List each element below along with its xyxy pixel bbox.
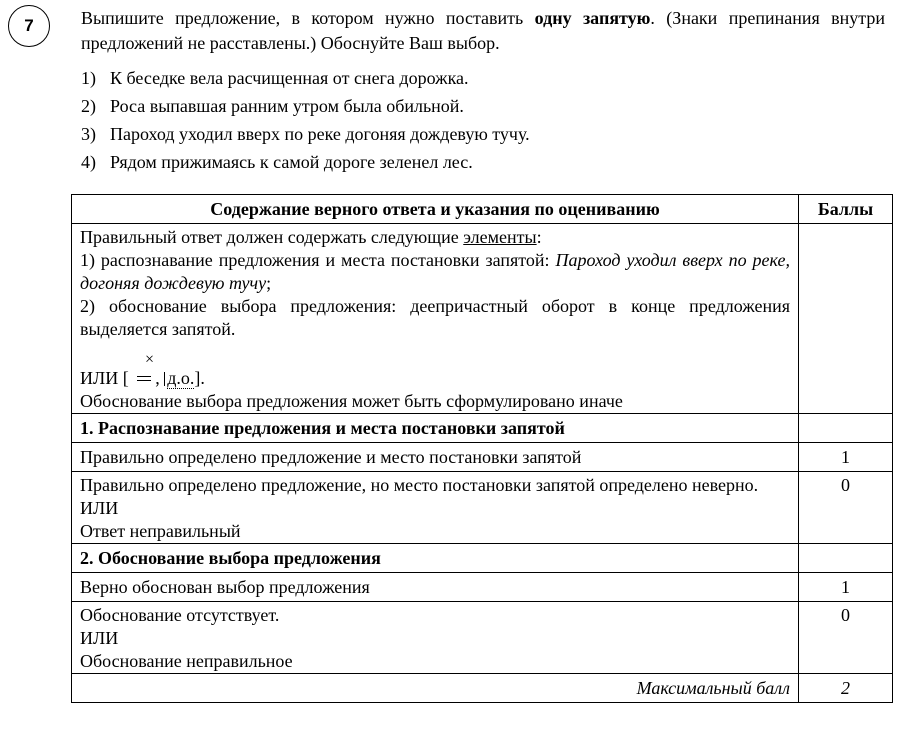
option-number: 4) <box>81 152 96 172</box>
option-number: 2) <box>81 96 96 116</box>
criteria-item1-end: ; <box>266 273 272 293</box>
row-line: Обоснование отсутствует. <box>80 605 280 625</box>
row-line: ИЛИ <box>80 628 119 648</box>
row-description <box>72 472 799 544</box>
option-number: 1) <box>81 68 96 88</box>
option-text: Роса выпавшая ранним утром была обильной. <box>110 96 464 116</box>
criteria-item2: 2) обоснование выбора предложения: деепричастный оборот в конце предложения выделяется запятой. <box>80 296 790 339</box>
question-number-badge <box>8 5 50 47</box>
table-header-row <box>72 195 893 224</box>
boundary-bar-icon <box>164 372 165 386</box>
criteria-cell <box>72 224 799 414</box>
scheme-mark: × <box>145 351 155 368</box>
question-text-part2: . (Знаки препинания внутри предложений не расставлены.) Обоснуйте Ваш выбор. <box>81 8 885 53</box>
max-score-row <box>72 674 893 703</box>
option-3 <box>81 120 861 148</box>
header-score: Баллы <box>799 195 893 224</box>
question-text <box>81 6 885 56</box>
row-line: Ответ неправильный <box>80 521 241 541</box>
header-content: Содержание верного ответа и указания по оцениванию <box>72 195 799 224</box>
section1-title: 1. Распознавание предложения и места постановки запятой <box>72 414 799 443</box>
section2-score-cell <box>799 544 893 573</box>
row-score: 0 <box>799 472 893 544</box>
scheme-prefix: ИЛИ [ <box>80 368 134 388</box>
table-row <box>72 472 893 544</box>
criteria-note: Обоснование выбора предложения может быть сформулировано иначе <box>80 391 623 411</box>
criteria-intro-colon: : <box>536 227 542 247</box>
criteria-intro: Правильный ответ должен содержать следующие <box>80 227 464 247</box>
answer-options <box>81 64 861 176</box>
section2-title: 2. Обоснование выбора предложения <box>72 544 799 573</box>
scheme-suffix: ]. <box>194 368 205 388</box>
row-description: Правильно определено предложение и место постановки запятой <box>72 443 799 472</box>
table-row <box>72 443 893 472</box>
criteria-score-cell <box>799 224 893 414</box>
option-text: Пароход уходил вверх по реке догоняя дождевую тучу. <box>110 124 530 144</box>
row-description <box>72 602 799 674</box>
grading-table <box>71 194 893 703</box>
section1-score-cell <box>799 414 893 443</box>
option-number: 3) <box>81 124 96 144</box>
criteria-item1: 1) распознавание предложения и места постановки запятой: <box>80 250 556 270</box>
criteria-row <box>72 224 893 414</box>
max-score-value: 2 <box>799 674 893 703</box>
option-2 <box>81 92 861 120</box>
criteria-intro-underlined: элементы <box>463 227 537 247</box>
question-text-part1: Выпишите предложение, в котором нужно поставить <box>81 8 535 28</box>
row-line: ИЛИ <box>80 498 119 518</box>
row-line: Правильно определено предложение, но место постановки запятой определено неверно. <box>80 475 759 495</box>
section2-row <box>72 544 893 573</box>
option-1 <box>81 64 861 92</box>
row-score: 1 <box>799 573 893 602</box>
option-4 <box>81 148 861 176</box>
section1-row <box>72 414 893 443</box>
scheme-comma: , <box>155 368 160 388</box>
row-score: 0 <box>799 602 893 674</box>
row-description: Верно обоснован выбор предложения <box>72 573 799 602</box>
row-score: 1 <box>799 443 893 472</box>
option-text: К беседке вела расчищенная от снега дорожка. <box>110 68 469 88</box>
question-text-bold: одну запятую <box>534 8 651 28</box>
question-number: 7 <box>24 16 34 35</box>
row-line: Обоснование неправильное <box>80 651 293 671</box>
punctuation-scheme <box>80 367 790 390</box>
table-row <box>72 573 893 602</box>
max-score-label: Максимальный балл <box>72 674 799 703</box>
option-text: Рядом прижимаясь к самой дороге зеленел лес. <box>110 152 473 172</box>
criteria-item1-example: Пароход уходил вверх по реке, догоняя дождевую тучу <box>80 250 790 293</box>
table-row <box>72 602 893 674</box>
scheme-abbreviation: д.о. <box>167 368 195 388</box>
predicate-underline-icon <box>137 376 151 381</box>
